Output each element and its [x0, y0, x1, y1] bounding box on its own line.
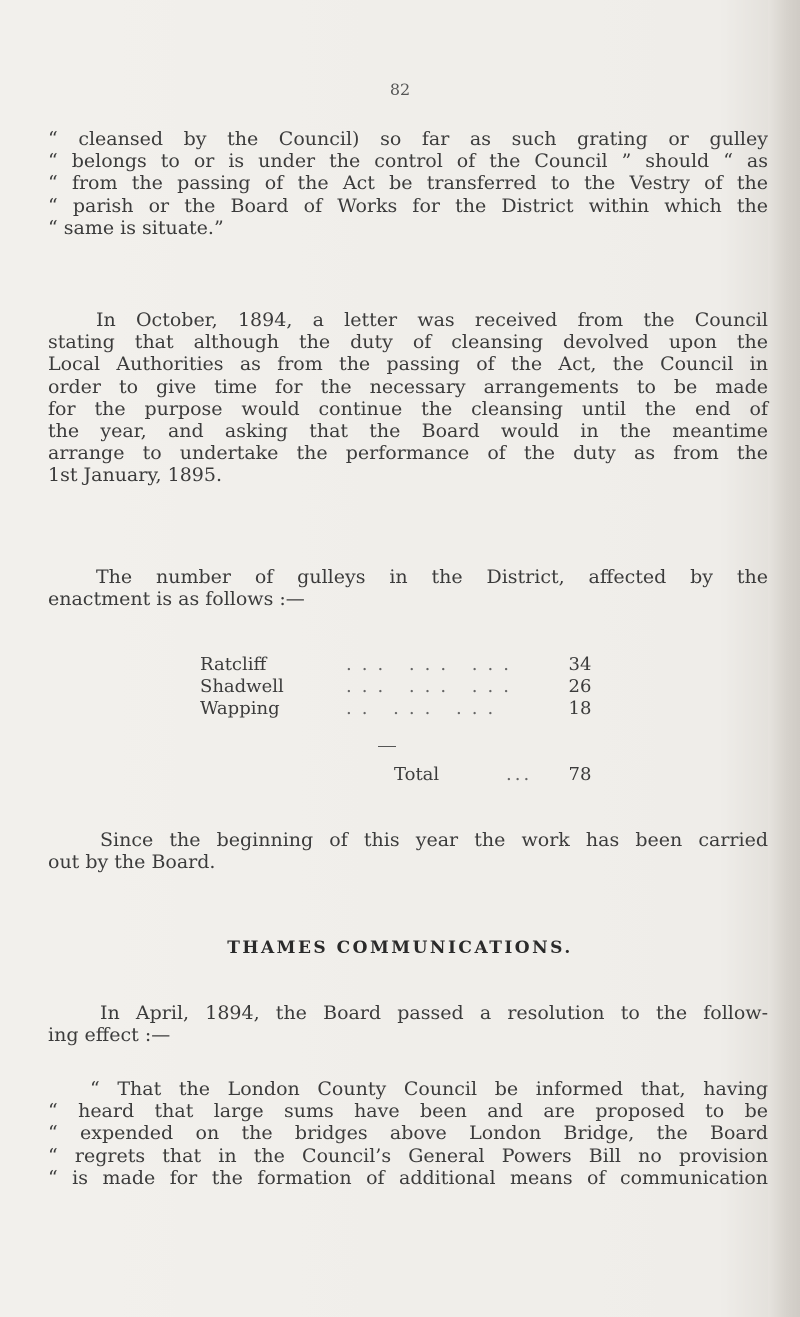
table-row	[200, 698, 620, 720]
text-line: “ heard that large sums have been and are proposed to be	[48, 1100, 768, 1123]
section-heading: THAMES COMMUNICATIONS.	[227, 938, 573, 958]
text-line: ing effect :—	[48, 1024, 171, 1047]
text-line: Since the beginning of this year the work has been carried	[100, 829, 768, 851]
text-line: for the purpose would continue the cleansing until the end of	[48, 397, 768, 420]
text-line: order to give time for the necessary arrangements to be made	[48, 375, 768, 398]
gulley-count: 34	[568, 654, 592, 675]
district-name: Shadwell	[200, 676, 284, 697]
text-line: out by the Board.	[48, 851, 216, 874]
total-value: 78	[568, 764, 592, 785]
leader-dots: ... ... ...	[346, 654, 519, 675]
paragraph-work-carried-out	[48, 829, 768, 873]
page-edge-shadow	[768, 0, 800, 1317]
gulley-table	[200, 654, 620, 720]
text-line: stating that although the duty of cleansing devolved upon the	[48, 331, 768, 354]
text-line: Local Authorities as from the passing of the Act, the Council in	[48, 353, 768, 376]
district-name: Ratcliff	[200, 654, 267, 675]
text-line: “ expended on the bridges above London Bridge, the Board	[48, 1122, 768, 1145]
text-line: “ cleansed by the Council) so far as such grating or gulley	[48, 128, 768, 150]
text-line: In April, 1894, the Board passed a resolution to the follow-	[100, 1002, 768, 1024]
text-line: enactment is as follows :—	[48, 588, 305, 611]
paragraph-april-resolution	[48, 1002, 768, 1046]
gulley-count: 26	[568, 676, 592, 697]
page-number: 82	[389, 80, 411, 99]
sum-rule	[378, 746, 396, 747]
text-line: arrange to undertake the performance of the duty as from the	[48, 442, 768, 465]
text-line: 1st January, 1895.	[48, 464, 223, 487]
resolution-quote	[48, 1078, 768, 1189]
table-row	[200, 654, 620, 676]
text-line: “ regrets that in the Council’s General Powers Bill no provision	[48, 1144, 768, 1167]
paragraph-quote-continuation	[48, 128, 768, 239]
text-line: The number of gulleys in the District, affected by the	[96, 566, 768, 588]
total-label: Total	[394, 764, 440, 785]
leader-dots: .. ... ...	[346, 698, 504, 719]
text-line: the year, and asking that the Board would in the meantime	[48, 420, 768, 443]
district-name: Wapping	[200, 698, 280, 719]
paragraph-gulley-count-intro	[48, 566, 768, 610]
text-line: “ from the passing of the Act be transferred to the Vestry of the	[48, 172, 768, 195]
text-line: “ belongs to or is under the control of the Council ” should “ as	[48, 150, 768, 173]
text-line: In October, 1894, a letter was received from the Council	[96, 309, 768, 331]
text-line: “ same is situate.”	[48, 216, 224, 239]
leader-dots: ...	[506, 764, 533, 785]
table-row	[200, 676, 620, 698]
paragraph-october-letter	[48, 309, 768, 487]
leader-dots: ... ... ...	[346, 676, 519, 697]
text-line: “ parish or the Board of Works for the District within which the	[48, 194, 768, 217]
gulley-count: 18	[568, 698, 592, 719]
text-line: “ That the London County Council be informed that, having	[90, 1078, 768, 1100]
text-line: “ is made for the formation of additional means of communication	[48, 1166, 768, 1189]
